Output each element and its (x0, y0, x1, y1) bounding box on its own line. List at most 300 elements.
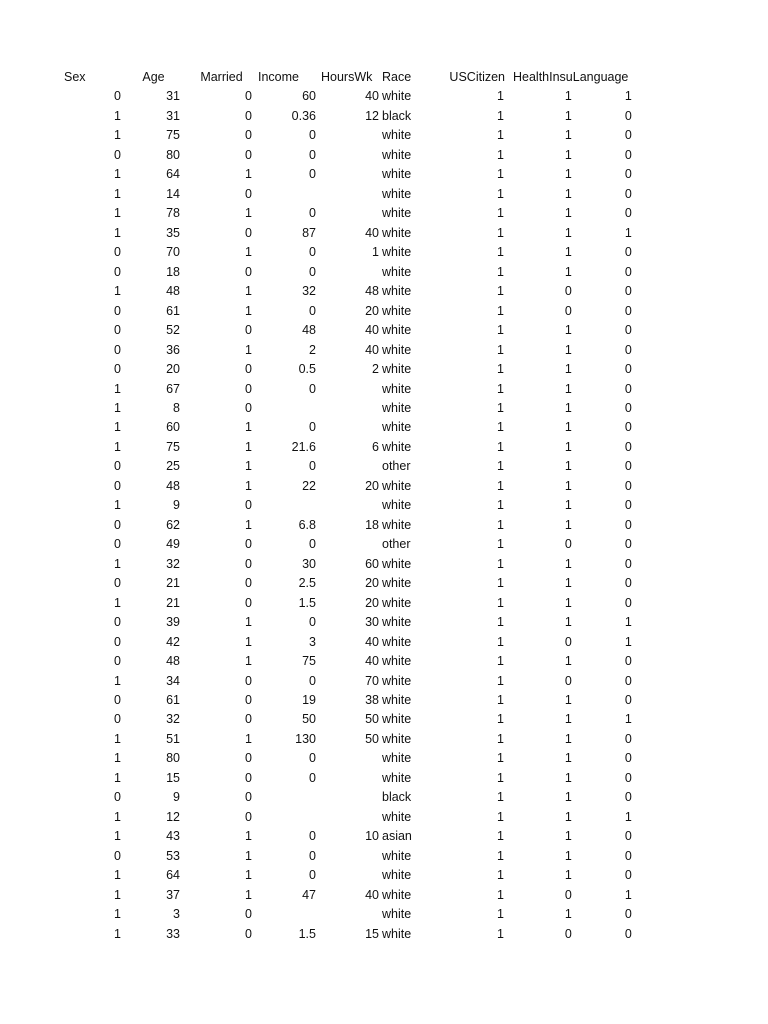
cell-married: 1 (245, 284, 252, 299)
cell-us-citizen: 1 (497, 303, 504, 318)
cell-us-citizen: 1 (497, 887, 504, 902)
cell-health-insurance: 1 (564, 693, 572, 707)
cell-hours-wk (317, 165, 380, 184)
cell-sex: 1 (114, 225, 121, 240)
cell-hours-wk (317, 808, 380, 827)
cell-language: 1 (624, 809, 632, 824)
cell-income: 0 (309, 206, 316, 221)
cell-married: 1 (245, 245, 252, 260)
cell-race: white (382, 303, 412, 318)
cell-age: 48 (166, 284, 180, 299)
header-age: Age (142, 70, 165, 84)
cell-sex: 1 (114, 400, 121, 415)
cell-race: white (382, 595, 412, 610)
cell-age: 9 (173, 790, 180, 805)
cell-health-insurance: 1 (564, 186, 572, 201)
cell-sex: 1 (114, 498, 121, 513)
cell-hours-wk: 60 (365, 556, 379, 571)
cell-age: 35 (166, 225, 180, 240)
cell-us-citizen: 1 (497, 673, 504, 688)
cell-age: 80 (166, 751, 180, 766)
cell-married: 0 (245, 381, 252, 396)
table-row (62, 516, 633, 535)
cell-income: 0 (309, 848, 316, 863)
cell-married: 1 (245, 887, 252, 902)
cell-health-insurance: 1 (564, 751, 572, 766)
cell-sex: 1 (114, 907, 121, 922)
cell-health-insurance: 0 (564, 634, 572, 649)
cell-sex: 1 (114, 186, 121, 201)
cell-language: 0 (624, 673, 632, 688)
cell-married: 1 (245, 439, 252, 454)
cell-us-citizen: 1 (497, 498, 504, 513)
cell-income: 48 (302, 323, 316, 338)
cell-sex: 0 (114, 459, 121, 474)
cell-income: 21.6 (291, 439, 316, 454)
cell-age: 61 (166, 693, 180, 707)
cell-married: 0 (245, 108, 252, 123)
cell-health-insurance: 1 (564, 89, 572, 104)
table-row (62, 321, 633, 340)
cell-language: 0 (624, 284, 632, 299)
cell-language: 0 (624, 537, 632, 552)
cell-language: 1 (624, 712, 632, 727)
cell-hours-wk (317, 146, 380, 165)
cell-age: 60 (166, 420, 180, 435)
cell-sex: 1 (114, 595, 121, 610)
cell-language: 0 (624, 556, 632, 571)
cell-health-insurance: 1 (564, 128, 572, 143)
table-row (62, 594, 633, 613)
cell-married: 1 (245, 478, 252, 493)
cell-married: 0 (245, 556, 252, 571)
cell-sex: 0 (114, 634, 121, 649)
cell-us-citizen: 1 (497, 848, 504, 863)
cell-age: 52 (166, 323, 180, 338)
cell-married: 1 (245, 615, 252, 630)
cell-us-citizen: 1 (497, 731, 504, 746)
cell-health-insurance: 0 (564, 303, 572, 318)
cell-sex: 1 (114, 206, 121, 221)
cell-hours-wk: 30 (365, 615, 379, 630)
cell-age: 32 (166, 556, 180, 571)
table-row (62, 204, 633, 223)
cell-us-citizen: 1 (497, 89, 504, 104)
cell-race: white (382, 809, 412, 824)
cell-language: 0 (624, 868, 632, 883)
cell-hours-wk: 20 (365, 576, 379, 591)
cell-age: 31 (166, 108, 180, 123)
cell-health-insurance: 1 (564, 206, 572, 221)
cell-income: 0 (309, 128, 316, 143)
cell-married: 1 (245, 420, 252, 435)
cell-married: 0 (245, 751, 252, 766)
cell-race: white (382, 907, 412, 922)
cell-language: 0 (624, 128, 632, 143)
cell-us-citizen: 1 (497, 576, 504, 591)
cell-age: 64 (166, 868, 180, 883)
cell-hours-wk: 40 (365, 634, 379, 649)
table-row (62, 380, 633, 399)
cell-hours-wk: 40 (365, 654, 379, 669)
cell-hours-wk: 40 (365, 323, 379, 338)
cell-age: 8 (173, 400, 180, 415)
cell-health-insurance: 1 (564, 517, 572, 532)
cell-race: white (382, 381, 412, 396)
cell-hours-wk: 40 (365, 89, 379, 104)
cell-race: white (382, 362, 412, 377)
cell-race: white (382, 420, 412, 435)
cell-hours-wk (317, 866, 380, 885)
cell-married: 0 (245, 673, 252, 688)
cell-married: 0 (245, 712, 252, 727)
cell-age: 49 (166, 537, 180, 552)
cell-age: 32 (166, 712, 180, 727)
cell-health-insurance: 1 (564, 459, 572, 474)
cell-hours-wk: 12 (365, 108, 379, 123)
cell-sex: 1 (114, 381, 121, 396)
table-row (62, 769, 633, 788)
cell-hours-wk (317, 126, 380, 145)
header-row (62, 68, 633, 87)
cell-sex: 1 (114, 829, 121, 844)
header-health-insurance: HealthInsu (513, 70, 573, 84)
cell-income: 0 (309, 264, 316, 279)
cell-income: 3 (309, 634, 316, 649)
cell-married: 0 (245, 498, 252, 513)
cell-us-citizen: 1 (497, 654, 504, 669)
cell-language: 0 (624, 459, 632, 474)
cell-hours-wk: 50 (365, 712, 379, 727)
cell-race: white (382, 439, 412, 454)
cell-health-insurance: 1 (564, 167, 572, 182)
cell-sex: 0 (114, 147, 121, 162)
cell-us-citizen: 1 (497, 537, 504, 552)
table-row (62, 633, 633, 652)
cell-language: 0 (624, 498, 632, 513)
cell-income: 2.5 (298, 576, 316, 591)
cell-hours-wk (317, 788, 380, 807)
table-row (62, 107, 633, 126)
cell-married: 1 (245, 731, 252, 746)
cell-health-insurance: 1 (564, 868, 572, 883)
cell-language: 0 (624, 751, 632, 766)
cell-health-insurance: 1 (564, 147, 572, 162)
cell-age: 75 (166, 128, 180, 143)
cell-health-insurance: 1 (564, 400, 572, 415)
table-row (62, 165, 633, 184)
cell-age: 78 (166, 206, 180, 221)
table-row (62, 925, 633, 944)
table-row (62, 866, 633, 885)
cell-race: white (382, 731, 412, 746)
cell-age: 21 (166, 595, 180, 610)
cell-married: 0 (245, 907, 252, 922)
cell-race: white (382, 673, 412, 688)
cell-language: 1 (624, 225, 632, 240)
cell-hours-wk (317, 847, 380, 866)
cell-sex: 1 (114, 556, 121, 571)
table-row (62, 535, 633, 554)
cell-hours-wk (317, 185, 380, 204)
cell-health-insurance: 1 (564, 245, 572, 260)
cell-sex: 0 (114, 537, 121, 552)
cell-race: other (382, 459, 411, 474)
header-income: Income (258, 70, 299, 84)
cell-health-insurance: 1 (564, 595, 572, 610)
cell-language: 0 (624, 400, 632, 415)
cell-age: 48 (166, 478, 180, 493)
table-row (62, 341, 633, 360)
cell-sex: 1 (114, 439, 121, 454)
table-row (62, 399, 633, 418)
cell-language: 0 (624, 907, 632, 922)
table-row (62, 749, 633, 768)
table-row (62, 87, 633, 106)
cell-sex: 0 (114, 89, 121, 104)
cell-income (253, 496, 317, 515)
cell-income: 19 (302, 693, 316, 707)
cell-us-citizen: 1 (497, 439, 504, 454)
cell-married: 0 (245, 225, 252, 240)
cell-sex: 0 (114, 615, 121, 630)
cell-race: white (382, 186, 412, 201)
cell-income: 1.5 (298, 595, 316, 610)
cell-hours-wk (317, 204, 380, 223)
cell-language: 0 (624, 478, 632, 493)
cell-language: 0 (624, 829, 632, 844)
cell-language: 1 (624, 634, 632, 649)
cell-married: 0 (245, 147, 252, 162)
cell-income: 0 (309, 167, 316, 182)
cell-age: 25 (166, 459, 180, 474)
cell-us-citizen: 1 (497, 712, 504, 727)
cell-us-citizen: 1 (497, 751, 504, 766)
cell-age: 39 (166, 615, 180, 630)
header-sex: Sex (64, 70, 86, 84)
cell-sex: 1 (114, 673, 121, 688)
table-row (62, 672, 633, 691)
cell-sex: 0 (114, 693, 121, 707)
cell-hours-wk: 2 (372, 362, 379, 377)
cell-language: 0 (624, 731, 632, 746)
cell-us-citizen: 1 (497, 108, 504, 123)
cell-health-insurance: 1 (564, 731, 572, 746)
cell-income: 0 (309, 673, 316, 688)
cell-race: white (382, 206, 412, 221)
table-body (62, 87, 633, 944)
header-race: Race (382, 70, 412, 84)
cell-hours-wk: 6 (372, 439, 379, 454)
table-row (62, 185, 633, 204)
cell-hours-wk: 50 (365, 731, 379, 746)
header-married: Married (200, 70, 243, 84)
cell-hours-wk: 20 (365, 595, 379, 610)
cell-age: 43 (166, 829, 180, 844)
cell-income: 75 (302, 654, 316, 669)
cell-us-citizen: 1 (497, 420, 504, 435)
cell-us-citizen: 1 (497, 147, 504, 162)
cell-sex: 1 (114, 731, 121, 746)
table-row (62, 691, 633, 710)
cell-married: 1 (245, 634, 252, 649)
cell-us-citizen: 1 (497, 225, 504, 240)
cell-race: white (382, 556, 412, 571)
cell-hours-wk (317, 905, 380, 924)
table-row (62, 302, 633, 321)
cell-income (253, 399, 317, 418)
cell-health-insurance: 1 (564, 498, 572, 513)
cell-married: 0 (245, 770, 252, 785)
cell-race: other (382, 537, 411, 552)
cell-us-citizen: 1 (497, 556, 504, 571)
cell-health-insurance: 1 (564, 829, 572, 844)
cell-income: 6.8 (298, 517, 316, 532)
cell-us-citizen: 1 (497, 517, 504, 532)
cell-us-citizen: 1 (497, 459, 504, 474)
cell-sex: 1 (114, 809, 121, 824)
cell-age: 15 (166, 770, 180, 785)
cell-married: 0 (245, 790, 252, 805)
cell-sex: 0 (114, 362, 121, 377)
cell-language: 0 (624, 264, 632, 279)
cell-hours-wk (317, 749, 380, 768)
cell-race: asian (382, 829, 412, 844)
cell-married: 0 (245, 264, 252, 279)
cell-health-insurance: 1 (564, 615, 572, 630)
header-hours-wk: HoursWk (321, 70, 373, 84)
cell-age: 20 (166, 362, 180, 377)
table-row (62, 613, 633, 632)
cell-married: 0 (245, 89, 252, 104)
cell-race: white (382, 498, 412, 513)
cell-health-insurance: 1 (564, 323, 572, 338)
cell-race: white (382, 615, 412, 630)
cell-income: 32 (302, 284, 316, 299)
cell-income (253, 185, 317, 204)
cell-race: black (382, 790, 412, 805)
table-row (62, 788, 633, 807)
table-row (62, 282, 633, 301)
cell-us-citizen: 1 (497, 478, 504, 493)
table-row (62, 243, 633, 262)
cell-us-citizen: 1 (497, 128, 504, 143)
cell-us-citizen: 1 (497, 342, 504, 357)
cell-us-citizen: 1 (497, 381, 504, 396)
cell-race: white (382, 751, 412, 766)
cell-income: 0 (309, 829, 316, 844)
cell-hours-wk: 40 (365, 887, 379, 902)
spreadsheet-page (0, 68, 768, 944)
cell-race: white (382, 128, 412, 143)
cell-hours-wk: 70 (365, 673, 379, 688)
cell-race: white (382, 517, 412, 532)
cell-sex: 1 (114, 420, 121, 435)
cell-language: 0 (624, 439, 632, 454)
cell-language: 0 (624, 654, 632, 669)
cell-us-citizen: 1 (497, 206, 504, 221)
cell-us-citizen: 1 (497, 770, 504, 785)
cell-hours-wk (317, 535, 380, 554)
cell-race: white (382, 225, 412, 240)
cell-married: 0 (245, 186, 252, 201)
cell-race: white (382, 400, 412, 415)
cell-sex: 1 (114, 751, 121, 766)
cell-us-citizen: 1 (497, 186, 504, 201)
cell-hours-wk: 20 (365, 478, 379, 493)
table-row (62, 652, 633, 671)
cell-language: 0 (624, 576, 632, 591)
cell-health-insurance: 1 (564, 381, 572, 396)
cell-age: 33 (166, 926, 180, 941)
cell-married: 1 (245, 303, 252, 318)
cell-us-citizen: 1 (497, 245, 504, 260)
cell-hours-wk: 15 (365, 926, 379, 941)
cell-language: 0 (624, 770, 632, 785)
cell-married: 1 (245, 829, 252, 844)
cell-age: 53 (166, 848, 180, 863)
cell-health-insurance: 0 (564, 926, 572, 941)
cell-income: 30 (302, 556, 316, 571)
cell-income: 0 (309, 303, 316, 318)
cell-health-insurance: 0 (564, 284, 572, 299)
table-row (62, 847, 633, 866)
cell-income: 0 (309, 537, 316, 552)
cell-income: 0 (309, 245, 316, 260)
cell-language: 0 (624, 108, 632, 123)
cell-race: white (382, 147, 412, 162)
cell-us-citizen: 1 (497, 829, 504, 844)
cell-us-citizen: 1 (497, 264, 504, 279)
cell-married: 1 (245, 206, 252, 221)
table-row (62, 360, 633, 379)
cell-race: white (382, 323, 412, 338)
cell-health-insurance: 1 (564, 362, 572, 377)
cell-us-citizen: 1 (497, 323, 504, 338)
cell-race: white (382, 89, 412, 104)
cell-race: black (382, 108, 412, 123)
cell-us-citizen: 1 (497, 868, 504, 883)
cell-income: 0 (309, 615, 316, 630)
cell-health-insurance: 0 (564, 537, 572, 552)
cell-language: 0 (624, 420, 632, 435)
cell-race: white (382, 868, 412, 883)
cell-health-insurance: 0 (564, 887, 572, 902)
cell-age: 12 (166, 809, 180, 824)
cell-health-insurance: 1 (564, 478, 572, 493)
cell-age: 42 (166, 634, 180, 649)
cell-sex: 0 (114, 790, 121, 805)
cell-sex: 1 (114, 128, 121, 143)
cell-hours-wk: 18 (365, 517, 379, 532)
cell-age: 62 (166, 517, 180, 532)
cell-married: 0 (245, 576, 252, 591)
header-language: Language (572, 70, 629, 84)
cell-married: 1 (245, 459, 252, 474)
cell-us-citizen: 1 (497, 634, 504, 649)
cell-income (253, 808, 317, 827)
cell-age: 51 (166, 731, 180, 746)
cell-hours-wk (317, 496, 380, 515)
cell-income: 60 (302, 89, 316, 104)
table-row (62, 555, 633, 574)
cell-race: white (382, 634, 412, 649)
cell-income: 0 (309, 868, 316, 883)
cell-age: 3 (173, 907, 180, 922)
cell-sex: 1 (114, 108, 121, 123)
cell-language: 0 (624, 362, 632, 377)
cell-health-insurance: 1 (564, 654, 572, 669)
